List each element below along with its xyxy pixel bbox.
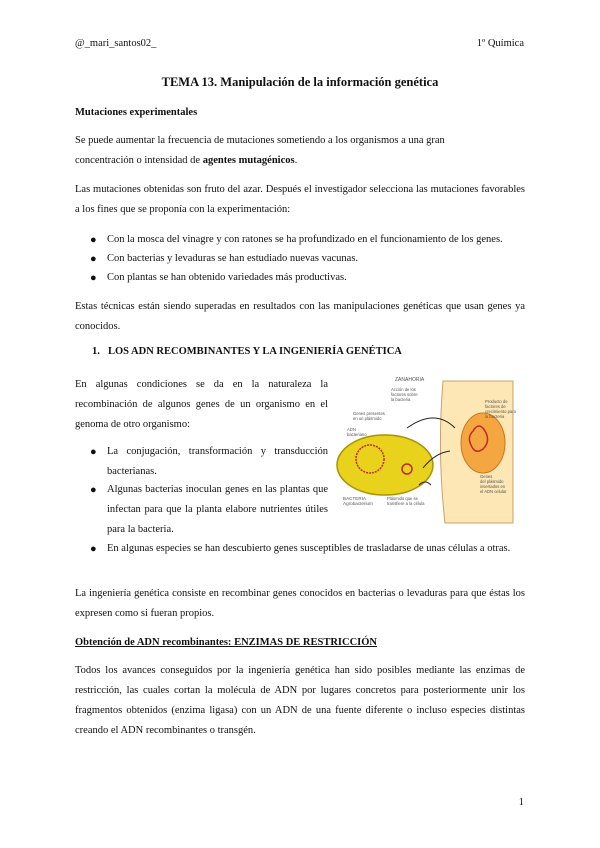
label-producto: factores de: [485, 404, 506, 409]
bold-term: agentes mutagénicos: [202, 155, 295, 166]
label-producto: Producto de: [485, 399, 508, 404]
label-bacteria: Agrobacterium: [343, 501, 373, 506]
paragraph-mutaciones-3: Estas técnicas están siendo superadas en resultados con las manipulaciones genéticas que usan genes ya conocidos.: [75, 301, 525, 332]
bacterium-body: [337, 435, 433, 495]
heading-part: ENZIMAS DE RESTRICCIÓN: [234, 637, 378, 648]
bullet-icon: ●: [90, 272, 97, 284]
heading-part: Obtención de ADN recombinantes:: [75, 637, 235, 648]
label-accion: factores sobre: [391, 392, 418, 397]
paragraph-line: [75, 151, 525, 171]
label-accion: Acción de los: [391, 387, 416, 392]
paragraph-line: Se puede aumentar la frecuencia de mutaciones sometiendo a los organismos a una gran: [75, 135, 445, 146]
label-genes-presentes: Genes presentes: [353, 411, 385, 416]
header-course: 1º Química: [476, 38, 524, 49]
label-genes-presentes: en un plásmido: [353, 416, 382, 421]
label-genes-plasmido: Genes: [480, 474, 493, 479]
section-number: 1.: [92, 346, 100, 357]
label-bacteria: BACTERIA: [343, 496, 366, 501]
text-span: .: [294, 155, 298, 166]
list-item-text: Con bacterias y levaduras se han estudiado nuevas vacunas.: [107, 253, 359, 264]
list-item-text: Con la mosca del vinagre y con ratones se ha profundizado en el funcionamiento de los genes.: [107, 234, 503, 245]
list-item-text: La conjugación, transformación y transducción bacterianas.: [107, 446, 328, 477]
page-title: TEMA 13. Manipulación de la información genética: [161, 75, 439, 89]
section-heading-adn: LOS ADN RECOMBINANTES Y LA INGENIERÍA GENÉTICA: [108, 346, 402, 357]
paragraph-ingenieria: La ingeniería genética consiste en recombinar genes conocidos en bacterias o levaduras para que éstas los expresen como si fueran propios.: [75, 588, 525, 619]
list-item-text: Con plantas se han obtenido variedades más productivas.: [107, 272, 347, 283]
paragraph-mutaciones-2: Las mutaciones obtenidas son fruto del azar. Después el investigador selecciona las mutaciones favorables a los fines que se proponía con la experimentación:: [75, 184, 525, 215]
label-adn-bacteriano: ADN: [347, 427, 356, 432]
label-genes-plasmido: insertados en: [480, 484, 506, 489]
label-producto: crecimiento para: [485, 409, 516, 414]
figure-agrobacterium: [335, 373, 525, 528]
list-item-text: En algunas especies se han descubierto genes susceptibles de trasladarse de unas células a otras.: [107, 543, 511, 554]
figure-illustration: [335, 373, 525, 528]
label-producto: la bacteria: [485, 414, 505, 419]
label-plasmido: Plásmido que se: [387, 496, 418, 501]
list-item-text: Algunas bacterias inoculan genes en las plantas que infectan para que la planta elabore nutrientes útiles para la bacteria.: [107, 484, 328, 535]
text-span: concentración o intensidad de: [75, 155, 203, 166]
label-genes-plasmido: del plásmido: [480, 479, 504, 484]
bullet-icon: ●: [90, 234, 97, 246]
label-zanahoria: ZANAHORIA: [395, 377, 425, 383]
bullet-icon: ●: [90, 446, 97, 458]
page-number: 1: [518, 797, 524, 808]
section-heading-enzimas: [75, 633, 525, 653]
paragraph-adn-1: En algunas condiciones se da en la naturaleza la recombinación de algunos genes de un organismo en el genoma de otro organismo:: [75, 379, 328, 430]
cell-nucleus: [461, 413, 505, 473]
bullet-icon: ●: [90, 543, 97, 555]
bullet-icon: ●: [90, 484, 97, 496]
bullet-icon: ●: [90, 253, 97, 265]
label-adn-bacteriano: bacteriano: [347, 432, 367, 437]
header-author: @_mari_santos02_: [75, 38, 157, 49]
section-heading-mutaciones: Mutaciones experimentales: [75, 107, 198, 118]
label-accion: la bacteria: [391, 397, 411, 402]
paragraph-enzimas: Todos los avances conseguidos por la ingeniería genética han sido posibles mediante las enzimas de restricción, las cuales cortan la molécula de ADN por lugares concretos para posteriormente unir los fragmentos obtenidos (enzima ligasa) con un ADN de una fuente diferente o incluso especies distintas creando el ADN recombinantes o transgén.: [75, 665, 525, 736]
paragraph-mutaciones-1: [75, 131, 525, 171]
label-plasmido: transfiere a la célula: [387, 501, 425, 506]
label-genes-plasmido: el ADN celular: [480, 489, 507, 494]
